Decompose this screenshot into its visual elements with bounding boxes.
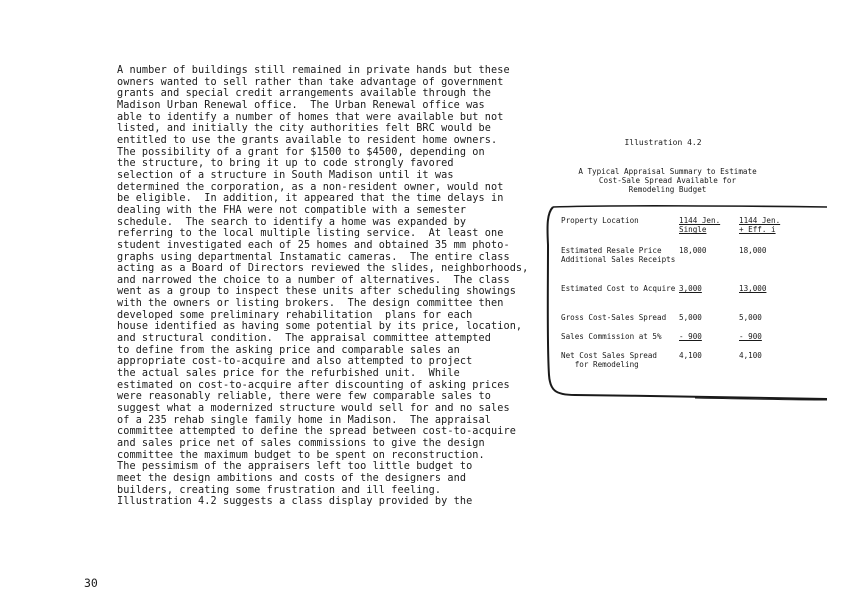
- body-line: The pessimism of the appraisers left too little budget to: [117, 461, 473, 473]
- row-col1: - 900: [679, 332, 702, 341]
- row-label: Estimated Cost to Acquire: [561, 284, 676, 293]
- body-line: student investigated each of 25 homes and obtained 35 mm photo-: [117, 239, 510, 251]
- header-col2: 1144 Jen. + Eff. i: [739, 216, 781, 235]
- row-col2: 4,100: [739, 351, 762, 360]
- body-line: listed, and initially the city authorities felt BRC would be: [117, 123, 492, 135]
- body-line: with the owners or listing brokers. The design committee then: [117, 298, 504, 310]
- body-line: acting as a Board of Directors reviewed the slides, neighborhoods,: [117, 263, 529, 275]
- body-line: entitled to use the grants available to resident home owners.: [117, 134, 498, 146]
- body-line: graphs using departmental Instamatic cameras. The entire class: [117, 251, 510, 263]
- row-label: Estimated Resale Price Additional Sales Receipts: [561, 246, 676, 265]
- body-line: estimated on cost-to-acquire after discounting of asking prices: [117, 379, 510, 391]
- body-line: referring to the local multiple listing service. At least one: [117, 228, 504, 240]
- row-label: Gross Cost-Sales Spread: [561, 313, 667, 322]
- body-line: developed some preliminary rehabilitation plans for each: [117, 309, 473, 321]
- body-line: schedule. The search to identify a home was expanded by: [117, 216, 467, 228]
- body-line: committee attempted to define the spread between cost-to-acquire: [117, 426, 516, 438]
- body-line: house identified as having some potential by its price, location,: [117, 321, 523, 333]
- row-label: Net Cost Sales Spread for Remodeling: [561, 351, 658, 370]
- body-line: selection of a structure in South Madison until it was: [117, 169, 454, 181]
- illustration-caption: A Typical Appraisal Summary to Estimate Cost-Sale Spread Available for Remodeling Budget: [578, 167, 757, 195]
- body-line: went as a group to inspect these units after scheduling showings: [117, 286, 516, 298]
- row-label: Sales Commission at 5%: [561, 332, 662, 341]
- header-col1: 1144 Jen. Single: [679, 216, 721, 235]
- body-line: A number of buildings still remained in private hands but these: [117, 65, 510, 76]
- header-label: Property Location: [561, 216, 639, 225]
- body-line: and narrowed the choice to a number of alternatives. The class: [117, 274, 510, 286]
- body-line: determined the corporation, as a non-resident owner, would not: [117, 181, 504, 193]
- body-line: suggest what a modernized structure would sell for and no sales: [117, 403, 510, 415]
- body-line: meet the design ambitions and costs of the designers and: [117, 472, 467, 484]
- body-line: The possibility of a grant for $1500 to $4500, depending on: [117, 146, 485, 158]
- row-col1: 4,100: [679, 351, 702, 360]
- body-line: the actual sales price for the refurbished unit. While: [117, 368, 460, 380]
- body-line: and structural condition. The appraisal committee attempted: [117, 333, 492, 345]
- body-line: able to identify a number of homes that were available but not: [117, 111, 504, 123]
- row-col1: 18,000: [679, 246, 707, 255]
- row-col2: - 900: [739, 332, 762, 341]
- body-line: builders, creating some frustration and ill feeling.: [117, 484, 442, 496]
- body-line: the structure, to bring it up to code strongly favored: [117, 158, 454, 170]
- body-line: dealing with the FHA were not compatible with a semester: [117, 204, 467, 216]
- illustration-title: Illustration 4.2: [624, 138, 702, 147]
- body-line: Madison Urban Renewal office. The Urban Renewal office was: [117, 99, 485, 111]
- row-col2: 13,000: [739, 284, 767, 293]
- body-line: grants and special credit arrangements available through the: [117, 88, 492, 100]
- row-col2: 5,000: [739, 313, 762, 322]
- row-col1: 3,000: [679, 284, 702, 293]
- body-line: be eligible. In addition, it appeared that the time delays in: [117, 193, 504, 205]
- body-line: and sales price net of sales commissions to give the design: [117, 438, 485, 449]
- body-line: of a 235 rehab single family home in Madison. The appraisal: [117, 414, 492, 426]
- body-line: appropriate cost-to-acquire and also attempted to project: [117, 356, 473, 368]
- page-number: 30: [84, 576, 98, 590]
- body-line: Illustration 4.2 suggests a class display provided by the: [117, 496, 473, 508]
- row-col2: 18,000: [739, 246, 767, 255]
- body-line: committee the maximum budget to be spent on reconstruction.: [117, 449, 485, 461]
- row-col1: 5,000: [679, 313, 702, 322]
- body-text: [117, 65, 537, 508]
- body-line: owners wanted to sell rather than take advantage of government: [117, 76, 504, 88]
- body-line: to define from the asking price and comparable sales an: [117, 344, 460, 356]
- body-line: were reasonably reliable, there were few comparable sales to: [117, 391, 492, 403]
